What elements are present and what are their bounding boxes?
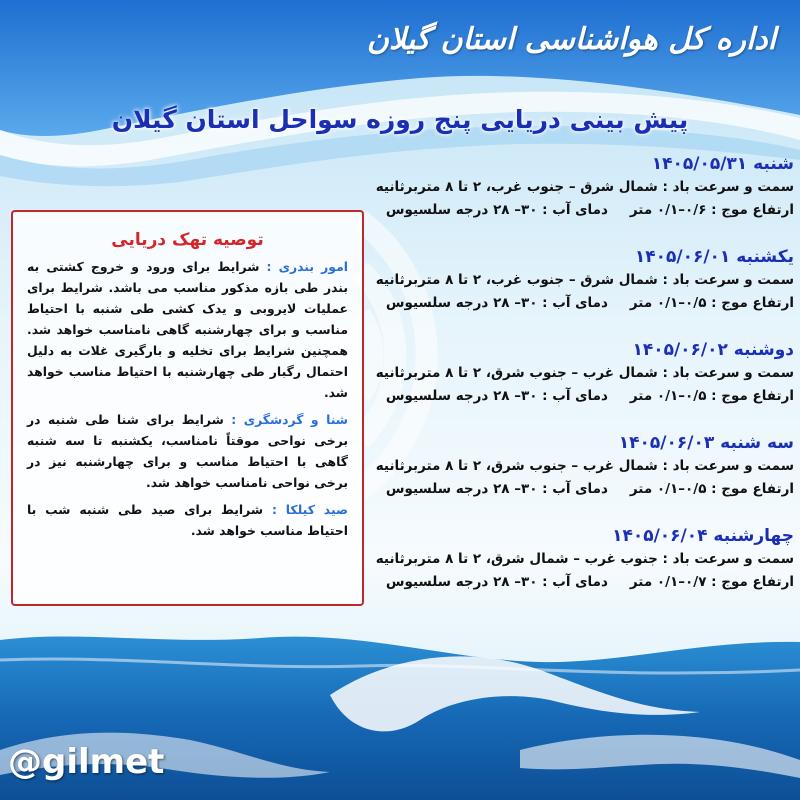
section-text: شرایط برای ورود و خروج کشتی به بندر طی بازه مذکور مناسب می باشد. شرایط برای عملیات لایروبی و یدک کشی طی شنبه با احتیاط مناسب و برای چهارشنبه گاهی نامناسب خواهد شد. همچنین شرایط برای تخلیه و بارگیری غلات به دلیل احتمال رگبار طی چهارشنبه با احتیاط مناسب خواهد شد.	[27, 259, 348, 400]
water-temp: دمای آب : ۳۰– ۲۸ درجه سلسیوس	[385, 202, 608, 218]
forecast-day	[364, 245, 794, 338]
section-text: شرایط برای شنا طی شنبه در برخی نواحی موقتاً نامناسب، یکشنبه تا سه شنبه گاهی با احتیاط مناسب و برای چهارشنبه نیز در برخی نواحی نامناسب خواهد شد.	[27, 412, 348, 490]
wave-water-info	[364, 571, 794, 594]
advisory-box	[11, 210, 364, 606]
forecast-list	[364, 152, 794, 617]
wind-info: سمت و سرعت باد : جنوب غرب – شمال شرق، ۲ تا ۸ متربرثانیه	[375, 551, 794, 567]
advisory-section-port	[27, 256, 348, 403]
social-handle: @gilmet	[8, 742, 165, 782]
section-text: شرایط برای صید طی شنبه شب با احتیاط مناسب خواهد شد.	[27, 502, 348, 538]
forecast-day	[364, 431, 794, 524]
wind-info: سمت و سرعت باد : شمال غرب – جنوب شرق، ۲ تا ۸ متربرثانیه	[375, 458, 794, 474]
wave-height: ارتفاع موج : ۰/۵–۰/۱ متر	[629, 295, 794, 311]
advisory-title: توصیه تهک دریایی	[111, 230, 264, 250]
section-label: امور بندری :	[266, 259, 348, 274]
day-title: سه شنبه ۱۴۰۵/۰۶/۰۳	[618, 433, 794, 453]
section-label: شنا و گردشگری :	[231, 412, 348, 427]
wave-water-info	[364, 199, 794, 222]
day-title: چهارشنبه ۱۴۰۵/۰۶/۰۴	[612, 526, 794, 546]
wave-water-info	[364, 478, 794, 501]
wave-height: ارتفاع موج : ۰/۷–۰/۱ متر	[629, 574, 794, 590]
wave-water-info	[364, 385, 794, 408]
day-title: دوشنبه ۱۴۰۵/۰۶/۰۲	[632, 340, 794, 360]
wave-height: ارتفاع موج : ۰/۵–۰/۱ متر	[629, 388, 794, 404]
water-temp: دمای آب : ۳۰– ۲۸ درجه سلسیوس	[385, 574, 608, 590]
day-title: یکشنبه ۱۴۰۵/۰۶/۰۱	[634, 247, 794, 267]
wave-height: ارتفاع موج : ۰/۶–۰/۱ متر	[629, 202, 794, 218]
day-title: شنبه ۱۴۰۵/۰۵/۳۱	[651, 154, 794, 174]
forecast-day	[364, 152, 794, 245]
advisory-section-tourism	[27, 409, 348, 493]
organization-title: اداره کل هواشناسی استان گیلان	[366, 22, 776, 57]
water-temp: دمای آب : ۳۰– ۲۸ درجه سلسیوس	[385, 295, 608, 311]
forecast-day	[364, 338, 794, 431]
wave-water-info	[364, 292, 794, 315]
wind-info: سمت و سرعت باد : شمال شرق – جنوب غرب، ۲ تا ۸ متربرثانیه	[375, 179, 794, 195]
page-title: پیش بینی دریایی پنج روزه سواحل استان گیلان	[111, 105, 689, 134]
wind-info: سمت و سرعت باد : شمال غرب – جنوب شرق، ۲ تا ۸ متربرثانیه	[375, 365, 794, 381]
water-temp: دمای آب : ۳۰– ۲۸ درجه سلسیوس	[385, 388, 608, 404]
water-temp: دمای آب : ۳۰– ۲۸ درجه سلسیوس	[385, 481, 608, 497]
wave-height: ارتفاع موج : ۰/۵–۰/۱ متر	[629, 481, 794, 497]
advisory-section-fishing	[27, 499, 348, 541]
wind-info: سمت و سرعت باد : شمال شرق – جنوب غرب، ۲ تا ۸ متربرثانیه	[375, 272, 794, 288]
section-label: صید کیلکا :	[271, 502, 348, 517]
